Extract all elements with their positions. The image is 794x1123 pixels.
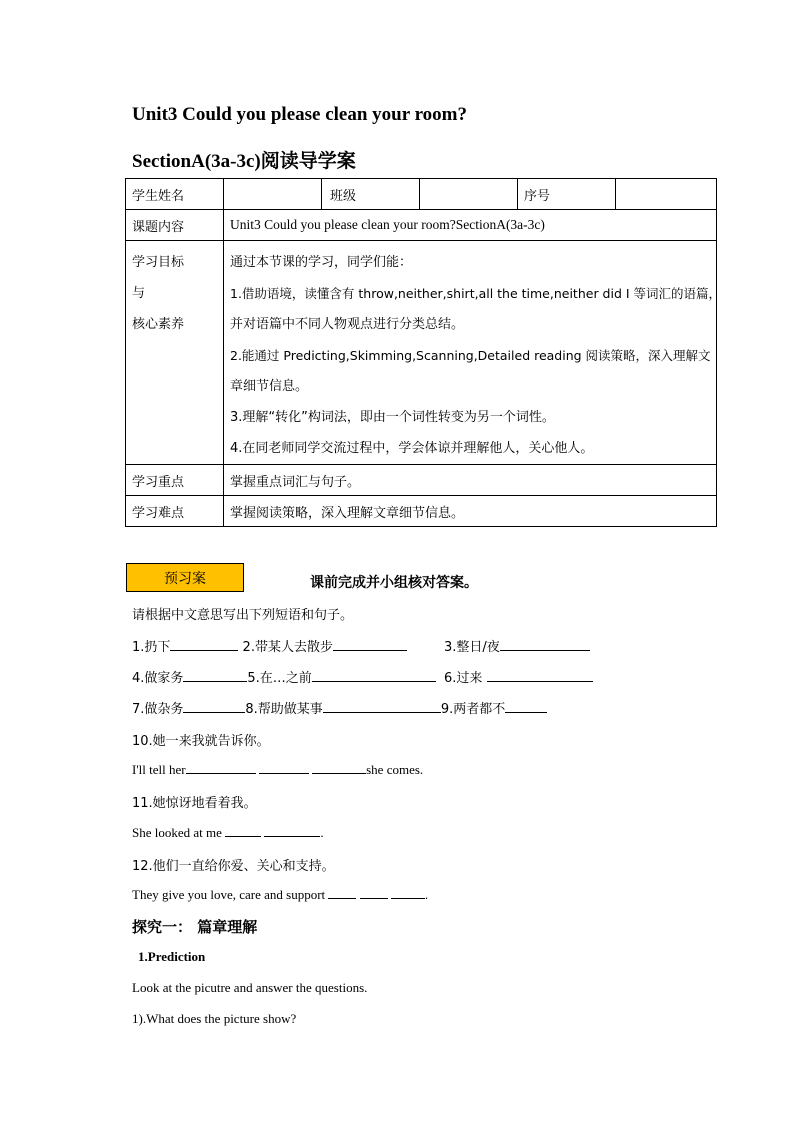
- answer-blank[interactable]: [360, 886, 388, 899]
- info-table: [125, 178, 722, 527]
- preview-badge: 预习案: [126, 563, 244, 592]
- difficult-value: 掌握阅读策略，深入理解文章细节信息。: [224, 496, 717, 527]
- sentence-end: .: [424, 887, 429, 902]
- goals-label: [126, 241, 224, 465]
- answer-blank[interactable]: [259, 761, 309, 774]
- answer-blank[interactable]: [487, 669, 593, 682]
- answer-blank[interactable]: [323, 700, 441, 713]
- preview-instruction: 请根据中文意思写出下列短语和句子。: [132, 608, 354, 623]
- answer-blank[interactable]: [312, 669, 436, 682]
- question-6: 6.过来: [444, 671, 483, 686]
- goal-line: 2.能通过 Predicting,Skimming,Scanning,Detailed reading 阅读策略，深入理解文: [230, 348, 711, 363]
- table-row: [126, 210, 717, 241]
- answer-blank[interactable]: [500, 638, 590, 651]
- question-12-english: [132, 886, 428, 903]
- question-row-1b: [444, 636, 590, 655]
- answer-blank[interactable]: [186, 761, 256, 774]
- key-label: 学习重点: [126, 465, 224, 496]
- answer-blank[interactable]: [333, 638, 407, 651]
- question-1: 1.扔下: [132, 640, 171, 655]
- seat-label: 序号: [518, 179, 616, 210]
- question-9: 9.两者都不: [440, 702, 506, 717]
- question-row-2b: [444, 667, 593, 686]
- question-10: 10.她一来我就告诉你。: [132, 734, 270, 749]
- student-name-label: 学生姓名: [126, 179, 224, 210]
- goal-line: 章细节信息。: [230, 379, 309, 394]
- goals-content: [224, 241, 722, 465]
- sentence-start: She looked at me: [132, 825, 222, 840]
- question-2: 2.带某人去散步: [242, 640, 333, 655]
- question-4: 4.做家务: [132, 671, 184, 686]
- seat-field[interactable]: [616, 179, 717, 210]
- title-line-1: Unit3 Could you please clean your room?: [132, 104, 467, 125]
- preview-note: 课前完成并小组核对答案。: [310, 575, 478, 591]
- answer-blank[interactable]: [312, 761, 366, 774]
- question-row-3: [132, 698, 547, 717]
- question-row-2: [132, 667, 436, 686]
- table-row: [126, 241, 717, 465]
- answer-blank[interactable]: [183, 669, 247, 682]
- goal-line: 3.理解“转化”构词法，即由一个词性转变为另一个词性。: [230, 410, 555, 425]
- question-7: 7.做杂务: [132, 702, 184, 717]
- sentence-start: I'll tell her: [132, 762, 186, 777]
- question-row-1: [132, 636, 407, 655]
- class-label: 班级: [322, 179, 420, 210]
- goal-line: 并对语篇中不同人物观点进行分类总结。: [230, 317, 465, 332]
- class-field[interactable]: [420, 179, 518, 210]
- student-name-field[interactable]: [224, 179, 322, 210]
- goals-label-3: 核心素养: [132, 317, 185, 332]
- goal-line: 1.借助语境，读懂含有 throw,neither,shirt,all the time,neither did I 等词汇的语篇，: [230, 286, 722, 301]
- answer-blank[interactable]: [391, 886, 425, 899]
- topic-value: Unit3 Could you please clean your room?SectionA(3a-3c): [224, 210, 717, 241]
- answer-blank[interactable]: [183, 700, 245, 713]
- sentence-end: she comes.: [366, 762, 424, 777]
- answer-blank[interactable]: [264, 824, 320, 837]
- goal-line: 4.在同老师同学交流过程中，学会体谅并理解他人，关心他人。: [230, 441, 594, 456]
- goals-label-2: 与: [132, 286, 146, 301]
- table-row: [126, 179, 717, 210]
- prediction-instruction: Look at the picutre and answer the questions.: [132, 980, 368, 995]
- prediction-question-1: 1).What does the picture show?: [132, 1011, 297, 1026]
- table-row: [126, 496, 717, 527]
- table-row: [126, 465, 717, 496]
- sentence-end: .: [320, 825, 324, 840]
- question-3: 3.整日/夜: [444, 640, 500, 655]
- explore-heading: 探究一： 篇章理解: [132, 918, 258, 936]
- question-5: 5.在…之前: [247, 671, 312, 686]
- answer-blank[interactable]: [170, 638, 238, 651]
- answer-blank[interactable]: [328, 886, 356, 899]
- question-11-english: [132, 824, 324, 841]
- key-value: 掌握重点词汇与句子。: [224, 465, 717, 496]
- goal-line: 通过本节课的学习，同学们能：: [230, 255, 413, 270]
- question-12: 12.他们一直给你爱、关心和支持。: [132, 859, 335, 874]
- title-line-2: SectionA(3a-3c)阅读导学案: [132, 151, 356, 172]
- question-8: 8.帮助做某事: [245, 702, 323, 717]
- difficult-label: 学习难点: [126, 496, 224, 527]
- answer-blank[interactable]: [505, 700, 547, 713]
- sentence-start: They give you love, care and support: [132, 887, 326, 902]
- prediction-heading: 1.Prediction: [138, 949, 206, 964]
- topic-label: 课题内容: [126, 210, 224, 241]
- answer-blank[interactable]: [225, 824, 261, 837]
- question-11: 11.她惊讶地看着我。: [132, 796, 257, 811]
- goals-label-1: 学习目标: [132, 255, 185, 270]
- question-10-english: [132, 761, 423, 778]
